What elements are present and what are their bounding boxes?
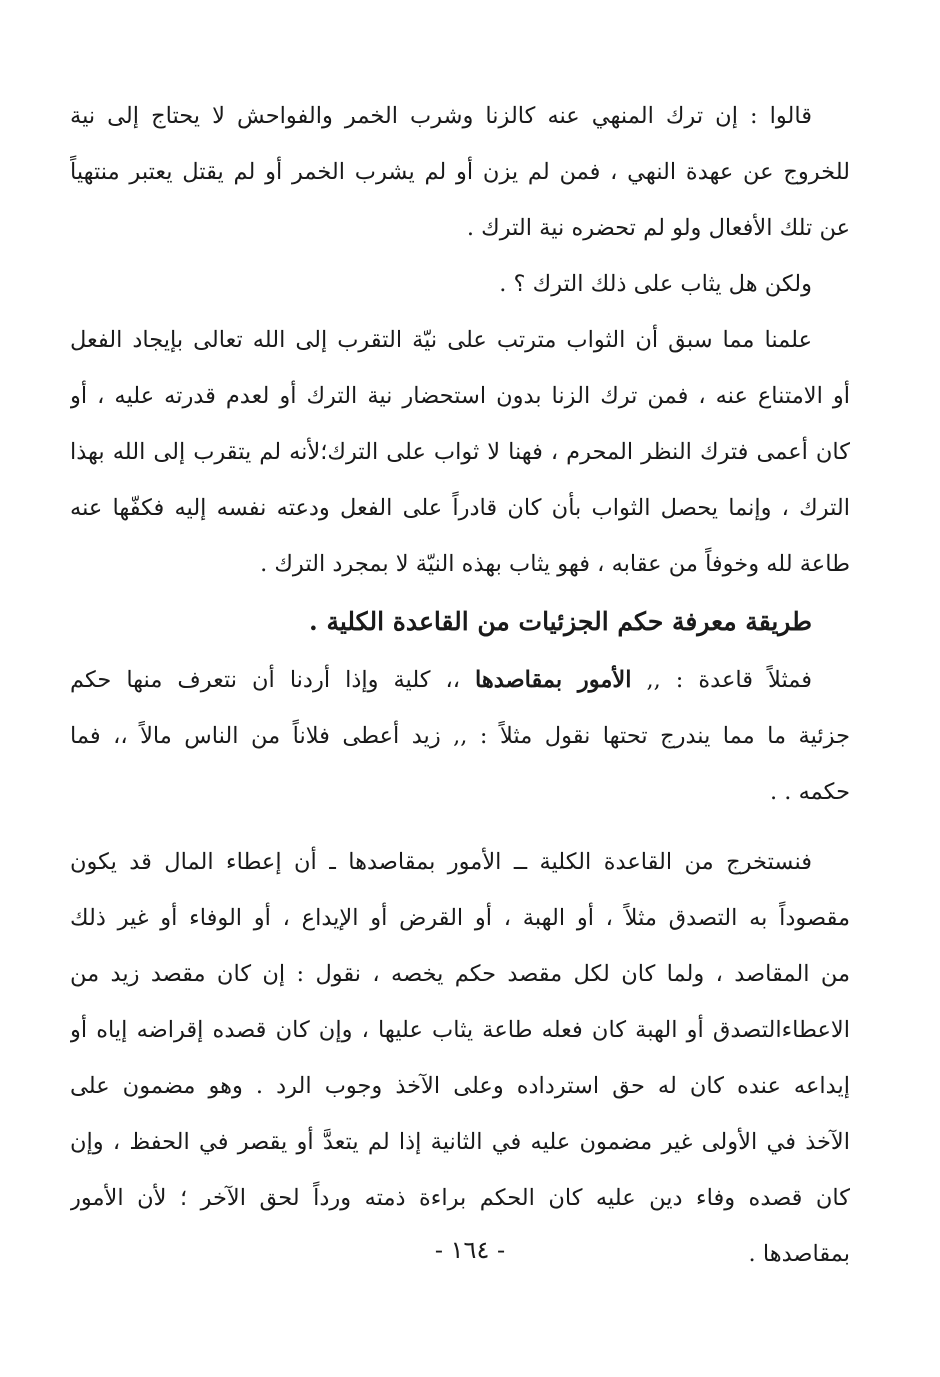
text-line: جزئية ما مما يندرج تحتها نقول مثلاً : ,, زيد أعطى فلاناً من الناس مالاً ،، فما <box>70 723 850 749</box>
page-body <box>70 88 850 1282</box>
text-line: علمنا مما سبق أن الثواب مترتب على نيّة التقرب إلى الله تعالى بإيجاد الفعل <box>70 327 812 353</box>
text-line: كان قصده وفاء دين عليه كان الحكم براءة ذمته ورداً لحق الآخر ؛ لأن الأمور <box>70 1185 850 1211</box>
paragraph-1 <box>70 88 850 256</box>
paragraph-4 <box>70 652 850 820</box>
text-fragment: فمثلاً قاعدة : ,, <box>631 667 812 693</box>
text-line: مقصوداً به التصدق مثلاً ، أو الهبة ، أو القرض أو الإيداع ، أو الوفاء أو غير ذلك <box>70 905 850 931</box>
paragraph-2 <box>70 256 850 312</box>
text-line: فنستخرج من القاعدة الكلية ــ الأمور بمقاصدها ـ أن إعطاء المال قد يكون <box>70 849 812 875</box>
text-line: بمقاصدها . <box>748 1241 850 1267</box>
bold-phrase: الأمور بمقاصدها <box>475 667 632 693</box>
text-fragment: ،، كلية وإذا أردنا أن نتعرف منها حكم <box>70 667 476 693</box>
text-line: إيداعه عنده كان له حق استرداده وعلى الآخذ وجوب الرد . وهو مضمون على <box>70 1073 850 1099</box>
text-line <box>70 652 850 708</box>
text-line: أو الامتناع عنه ، فمن ترك الزنا بدون استحضار نية الترك أو لعدم قدرته عليه ، أو <box>70 383 850 409</box>
text-line: الاعطاءالتصدق أو الهبة كان فعله طاعة يثاب عليها ، وإن كان قصده إقراضه إياه أو <box>70 1017 850 1043</box>
text-line: من المقاصد ، ولما كان لكل مقصد حكم يخصه ، نقول : إن كان مقصد زيد من <box>70 961 850 987</box>
text-line: طاعة لله وخوفاً من عقابه ، فهو يثاب بهذه النيّة لا بمجرد الترك . <box>260 551 850 577</box>
text-line: عن تلك الأفعال ولو لم تحضره نية الترك . <box>466 215 850 241</box>
text-line: كان أعمى فترك النظر المحرم ، فهنا لا ثواب على الترك؛لأنه لم يتقرب إلى الله بهذا <box>70 439 850 465</box>
paragraph-3 <box>70 312 850 592</box>
text-line: الآخذ في الأولى غير مضمون عليه في الثانية إذا لم يتعدَّ أو يقصر في الحفظ ، وإن <box>70 1129 850 1155</box>
text-line: قالوا : إن ترك المنهي عنه كالزنا وشرب الخمر والفواحش لا يحتاج إلى نية <box>70 103 812 129</box>
text-line: حكمه . . <box>769 779 850 805</box>
section-heading: طريقة معرفة حكم الجزئيات من القاعدة الكلية . <box>309 607 812 636</box>
text-line: ولكن هل يثاب على ذلك الترك ؟ . <box>499 271 812 297</box>
text-line: الترك ، وإنما يحصل الثواب بأن كان قادراً على الفعل ودعته نفسه إليه فكفّها عنه <box>70 495 850 521</box>
page-number: - ١٦٤ - <box>434 1236 506 1264</box>
text-line: للخروج عن عهدة النهي ، فمن لم يزن أو لم يشرب الخمر أو لم يقتل يعتبر منتهياً <box>70 159 850 185</box>
paragraph-gap <box>70 820 850 834</box>
paragraph-5 <box>70 834 850 1282</box>
